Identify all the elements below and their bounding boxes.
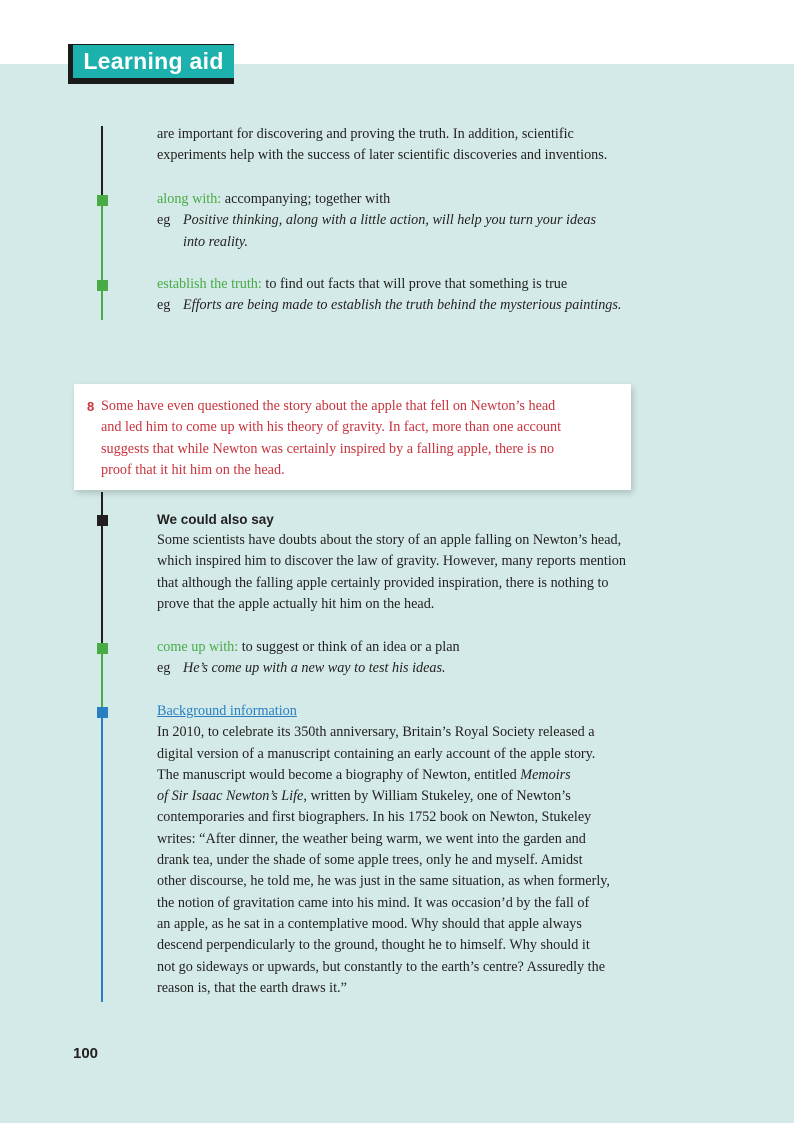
intro-line: are important for discovering and proving the truth. In addition, scientific <box>157 126 574 142</box>
quote-line: and led him to come up with his theory of gravity. In fact, more than one account <box>101 419 562 436</box>
timeline-line-green <box>101 647 103 712</box>
vocab-definition: to suggest or think of an idea or a plan <box>238 639 460 655</box>
vocab-example: He’s come up with a new way to test his ideas. <box>183 660 446 677</box>
quote-line: Some have even questioned the story about the apple that fell on Newton’s head <box>101 398 556 414</box>
green-square-icon <box>97 195 108 206</box>
quote-line: suggests that while Newton was certainly inspired by a falling apple, there is no <box>101 440 555 457</box>
dark-square-icon <box>97 515 108 526</box>
background-line: In 2010, to celebrate its 350th anniversary, Britain’s Royal Society released a <box>157 724 595 741</box>
also-say-line: that although the falling apple certainly provided inspiration, there is nothing to <box>157 574 609 591</box>
green-square-icon <box>97 643 108 654</box>
background-line: writes: “After dinner, the weather being warm, we went into the garden and <box>157 830 586 847</box>
blue-square-icon <box>97 707 108 718</box>
vocab-term: establish the truth: <box>157 276 262 292</box>
also-say-line: Some scientists have doubts about the story of an apple falling on Newton’s head, <box>157 532 622 548</box>
green-square-icon <box>97 280 108 291</box>
background-line: other discourse, he told me, he was just in the same situation, as when formerly, <box>157 873 610 890</box>
vocab-definition: accompanying; together with <box>221 191 391 207</box>
background-line: reason is, that the earth draws it.” <box>157 979 347 996</box>
vocab-example: Efforts are being made to establish the truth behind the mysterious paintings. <box>183 297 622 314</box>
vocab-example: Positive thinking, along with a little action, will help you turn your ideas <box>183 212 596 229</box>
vocab-along-with <box>157 189 596 253</box>
background-line: The manuscript would become a biography of Newton, entitled <box>157 766 521 783</box>
learning-aid-tag: Learning aid <box>73 45 234 78</box>
quote-text <box>101 396 621 481</box>
page-number: 100 <box>73 1045 99 1062</box>
eg-label: eg <box>157 297 171 314</box>
book-title: of Sir Isaac Newton’s Life <box>157 788 304 805</box>
also-say-line: which inspired him to discover the law of gravity. However, many reports mention <box>157 553 626 570</box>
eg-label: eg <box>157 660 171 677</box>
vocab-establish-the-truth <box>157 274 621 317</box>
background-line: an apple, as he sat in a contemplative mood. Why should that apple always <box>157 915 582 932</box>
vocab-definition: to find out facts that will prove that something is true <box>261 276 568 292</box>
paragraph-number: 8 <box>87 399 95 414</box>
background-line: the notion of gravitation came into his mind. It was occasion’d by the fall of <box>157 894 590 911</box>
book-title: Memoirs <box>520 766 571 783</box>
vocab-term: along with: <box>157 191 222 207</box>
quote-line: proof that it hit him on the head. <box>101 461 285 478</box>
also-say-paragraph <box>157 530 626 615</box>
also-say-line: prove that the apple actually hit him on the head. <box>157 595 435 612</box>
background-line: contemporaries and first biographers. In his 1752 book on Newton, Stukeley <box>157 809 592 826</box>
background-information <box>157 701 610 999</box>
background-information-link[interactable]: Background information <box>157 703 297 719</box>
intro-paragraph <box>157 124 607 167</box>
timeline-line-dark <box>101 126 103 200</box>
timeline-line-blue <box>101 712 103 1002</box>
background-line: , written by William Stukeley, one of Newton’s <box>303 788 571 805</box>
vocab-example: into reality. <box>183 233 248 250</box>
vocab-term: come up with: <box>157 639 239 655</box>
background-line: digital version of a manuscript containing an early account of the apple story. <box>157 745 596 762</box>
eg-label: eg <box>157 212 171 229</box>
background-line: not go sideways or upwards, but constantly to the earth’s centre? Assuredly the <box>157 958 605 975</box>
timeline-line-green <box>101 200 103 320</box>
we-could-also-say-heading: We could also say <box>157 512 274 527</box>
background-line: descend perpendicularly to the ground, thought he to himself. Why should it <box>157 937 590 954</box>
background-line: drank tea, under the shade of some apple trees, only he and myself. Amidst <box>157 852 583 869</box>
intro-line: experiments help with the success of later scientific discoveries and inventions. <box>157 147 608 164</box>
vocab-come-up-with <box>157 637 460 680</box>
